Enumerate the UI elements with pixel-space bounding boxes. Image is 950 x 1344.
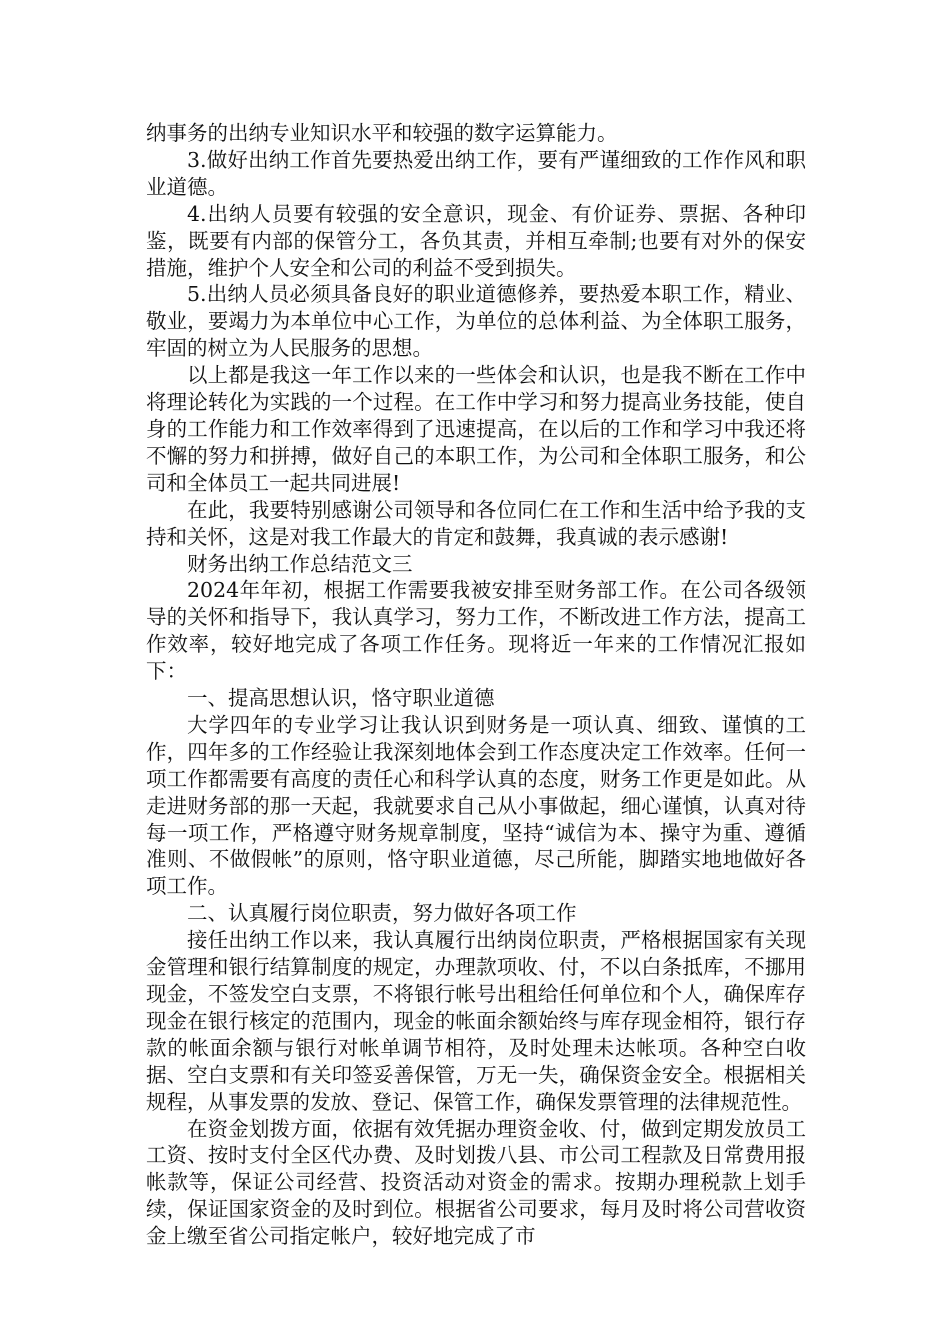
paragraph-intro: 2024年年初，根据工作需要我被安排至财务部工作。在公司各级领导的关怀和指导下，我认真学习，努力工作，不断改进工作方法，提高工作效率，较好地完成了各项工作任务。现将近一年来的工作情况汇报如下： (146, 578, 806, 684)
section-title: 财务出纳工作总结范文三 (187, 551, 413, 576)
paragraph-ethics: 大学四年的专业学习让我认识到财务是一项认真、细致、谨慎的工作，四年多的工作经验让我深刻地体会到工作态度决定工作效率。任何一项工作都需要有高度的责任心和科学认真的态度，财务工作更是如此。从走进财务部的那一天起，我就要求自己从小事做起，细心谨慎，认真对待每一项工作，严格遵守财务规章制度，坚持“诚信为本、操守为重、遵循准则、不做假帐”的原则，恪守职业道德，尽己所能，脚踏实地地做好各项工作。 (146, 712, 806, 899)
heading-two: 二、认真履行岗位职责，努力做好各项工作 (187, 901, 577, 926)
heading-one: 一、提高思想认识，恪守职业道德 (187, 686, 495, 711)
paragraph-duties: 接任出纳工作以来，我认真履行出纳岗位职责，严格根据国家有关现金管理和银行结算制度的规定，办理款项收、付，不以白条抵库，不挪用现金，不签发空白支票，不将银行帐号出租给任何单位和个人，确保库存现金在银行核定的范围内，现金的帐面余额始终与库存现金相符，银行存款的帐面余额与银行对帐单调节相符，及时处理未达帐项。各种空白收据、空白支票和有关印签妥善保管，万无一失，确保资金安全。根据相关规程，从事发票的发放、登记、保管工作，确保发票管理的法律规范性。 (146, 928, 806, 1114)
paragraph-continuation: 纳事务的出纳专业知识水平和较强的数字运算能力。 (146, 121, 618, 145)
paragraph-item-4: 4.出纳人员要有较强的安全意识，现金、有价证券、票据、各种印鉴，既要有内部的保管分工，各负其责，并相互牵制;也要有对外的保安措施，维护个人安全和公司的利益不受到损失。 (146, 201, 806, 280)
paragraph-funds: 在资金划拨方面，依据有效凭据办理资金收、付，做到定期发放员工工资、按时支付全区代办费、及时划拨八县、市公司工程款及日常费用报帐款等，保证公司经营、投资活动对资金的需求。按期办理税款上划手续，保证国家资金的及时到位。根据省公司要求，每月及时将公司营收资金上缴至省公司指定帐户，较好地完成了市 (146, 1116, 806, 1249)
document-page (146, 120, 806, 1250)
paragraph-item-3: 3.做好出纳工作首先要热爱出纳工作，要有严谨细致的工作作风和职业道德。 (146, 147, 806, 199)
paragraph-item-5: 5.出纳人员必须具备良好的职业道德修养，要热爱本职工作，精业、敬业，要竭力为本单位中心工作，为单位的总体利益、为全体职工服务，牢固的树立为人民服务的思想。 (146, 282, 806, 361)
paragraph-thanks: 在此，我要特别感谢公司领导和各位同仁在工作和生活中给予我的支持和关怀，这是对我工作最大的肯定和鼓舞，我真诚的表示感谢! (146, 497, 806, 549)
paragraph-summary: 以上都是我这一年工作以来的一些体会和认识，也是我不断在工作中将理论转化为实践的一个过程。在工作中学习和努力提高业务技能，使自身的工作能力和工作效率得到了迅速提高，在以后的工作和学习中我还将不懈的努力和拼搏，做好自己的本职工作，为公司和全体职工服务，和公司和全体员工一起共同进展! (146, 363, 806, 495)
